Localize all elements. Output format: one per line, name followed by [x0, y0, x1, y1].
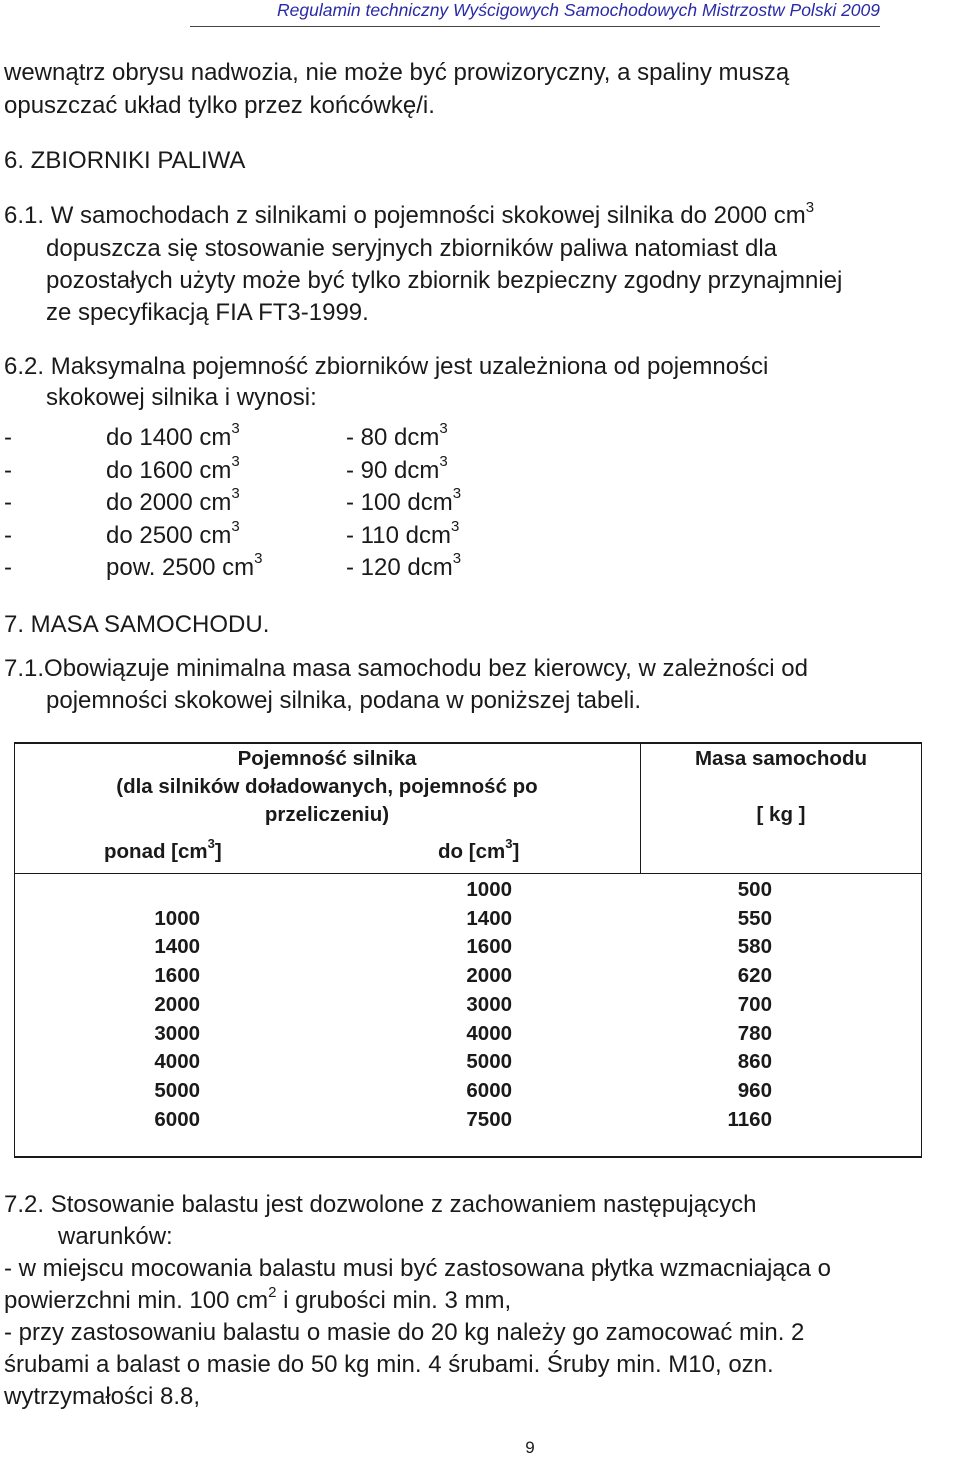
- p61-line-3: pozostałych użyty może być tylko zbiornik bezpieczny zgodny przynajmniej: [46, 267, 843, 294]
- p72-superscript: 2: [268, 1284, 277, 1301]
- intro-line-1: wewnątrz obrysu nadwozia, nie może być prowizoryczny, a spaliny muszą: [4, 59, 790, 86]
- tank-list-engine: do 2500 $cm^3$: [106, 517, 240, 549]
- tank-list-dash: -: [4, 489, 12, 516]
- table-cell-to: 3000: [466, 992, 512, 1016]
- table-cell-mass: 1160: [727, 1107, 772, 1131]
- header-engine-line-1: Pojemność silnika: [237, 747, 417, 770]
- section-6-heading: 6. ZBIORNIKI PALIWA: [4, 147, 246, 174]
- table-cell-from: 1600: [154, 964, 200, 988]
- tank-list-capacity: - 90 dcm$^3$: [346, 452, 448, 484]
- table-cell-to: 1000: [466, 878, 512, 901]
- table-cell-mass: 550: [737, 906, 772, 930]
- table-cell-mass: 960: [737, 1078, 772, 1102]
- table-cell-mass: 620: [737, 964, 772, 988]
- header-mass-line-2: [ kg ]: [756, 803, 806, 826]
- tank-list-capacity: - 120 dcm$^3$: [346, 550, 462, 581]
- tank-list-dash: -: [4, 554, 12, 581]
- table-border-top: [14, 742, 922, 744]
- table-border-bottom: [14, 1156, 922, 1158]
- intro-line-2: opuszczać układ tylko przez końcówkę/i.: [4, 92, 435, 119]
- table-cell-to: 6000: [466, 1078, 512, 1102]
- p61-line-4: ze specyfikacją FIA FT3-1999.: [46, 299, 369, 326]
- mass-table: [14, 742, 922, 1158]
- column-header-to: do $[cm^3]$: [438, 836, 520, 863]
- table-cell-from: 6000: [154, 1107, 200, 1131]
- p72-line-2: warunków:: [58, 1223, 173, 1250]
- tank-list-engine: pow. 2500 $cm^3$: [106, 550, 263, 581]
- tank-list-capacity: - 80 dcm$^3$: [346, 420, 448, 451]
- tank-list-engine: do 1600 $cm^3$: [106, 452, 240, 484]
- table-cell-to: 7500: [466, 1107, 512, 1131]
- table-cell-from: 5000: [154, 1078, 200, 1102]
- table-cell-mass: 700: [737, 992, 772, 1016]
- header-engine-line-3: przeliczeniu): [264, 803, 390, 826]
- table-cell-mass: 780: [737, 1021, 772, 1045]
- table-cell-to: 5000: [466, 1050, 512, 1074]
- p71-line-1: 7.1.Obowiązuje minimalna masa samochodu bez kierowcy, w zależności od: [4, 655, 808, 682]
- p72-line-4: powierzchni min. 100 $cm^2$ i grubości min. 3 mm,: [4, 1284, 512, 1314]
- table-cell-mass: 500: [737, 878, 772, 901]
- tank-list-capacity: - 110 dcm$^3$: [346, 517, 460, 549]
- tank-list-dash: -: [4, 424, 12, 451]
- header-mass-line-1: Masa samochodu: [694, 747, 868, 770]
- page-number: 9: [525, 1438, 535, 1457]
- p62-line-2: skokowej silnika i wynosi:: [46, 384, 317, 411]
- p72-line-7: wytrzymałości 8.8,: [4, 1383, 201, 1410]
- header-engine-line-2: (dla silników doładowanych, pojemność po: [116, 775, 538, 798]
- p71-line-2: pojemności skokowej silnika, podana w poniższej tabeli.: [46, 687, 641, 714]
- p72-line-1: 7.2. Stosowanie balastu jest dozwolone z zachowaniem następujących: [4, 1191, 757, 1218]
- table-cell-from: 2000: [154, 992, 200, 1016]
- p62-line-1: 6.2. Maksymalna pojemność zbiorników jest uzależniona od pojemności: [4, 353, 769, 380]
- tank-list-dash: -: [4, 521, 12, 549]
- column-header-from: ponad $[cm^3]$: [104, 836, 222, 863]
- table-cell-from: 1400: [154, 935, 200, 959]
- table-header-divider: [14, 873, 922, 874]
- table-cell-from: 3000: [154, 1021, 200, 1045]
- table-cell-from: 4000: [154, 1050, 200, 1074]
- p61-superscript: 3: [805, 199, 815, 216]
- section-7-heading: 7. MASA SAMOCHODU.: [4, 611, 270, 638]
- tank-list-capacity: - 100 dcm$^3$: [346, 485, 462, 516]
- table-cell-to: 2000: [466, 964, 512, 988]
- p72-line-6: śrubami a balast o masie do 50 kg min. 4 śrubami. Śruby min. M10, ozn.: [4, 1351, 774, 1378]
- table-cell-from: 1000: [154, 906, 200, 930]
- table-cell-to: 4000: [466, 1021, 512, 1045]
- table-cell-mass: 580: [737, 935, 772, 959]
- document-header: Regulamin techniczny Wyścigowych Samochodowych Mistrzostw Polski 2009: [190, 0, 880, 27]
- table-cell-to: 1400: [466, 906, 512, 930]
- p61-line-2: dopuszcza się stosowanie seryjnych zbiorników paliwa natomiast dla: [46, 235, 778, 262]
- table-cell-to: 1600: [466, 935, 512, 959]
- tank-list-dash: -: [4, 456, 12, 484]
- p72-line-3: - w miejscu mocowania balastu musi być zastosowana płytka wzmacniająca o: [4, 1255, 832, 1282]
- tank-list-engine: do 2000 $cm^3$: [106, 485, 240, 516]
- table-cell-mass: 860: [737, 1050, 772, 1074]
- p72-line-5: - przy zastosowaniu balastu o masie do 20 kg należy go zamocować min. 2: [4, 1319, 805, 1346]
- p61-line-1: 6.1. W samochodach z silnikami o pojemności skokowej silnika do 2000 $cm^3$: [4, 199, 815, 229]
- tank-list-engine: do 1400 $cm^3$: [106, 420, 240, 451]
